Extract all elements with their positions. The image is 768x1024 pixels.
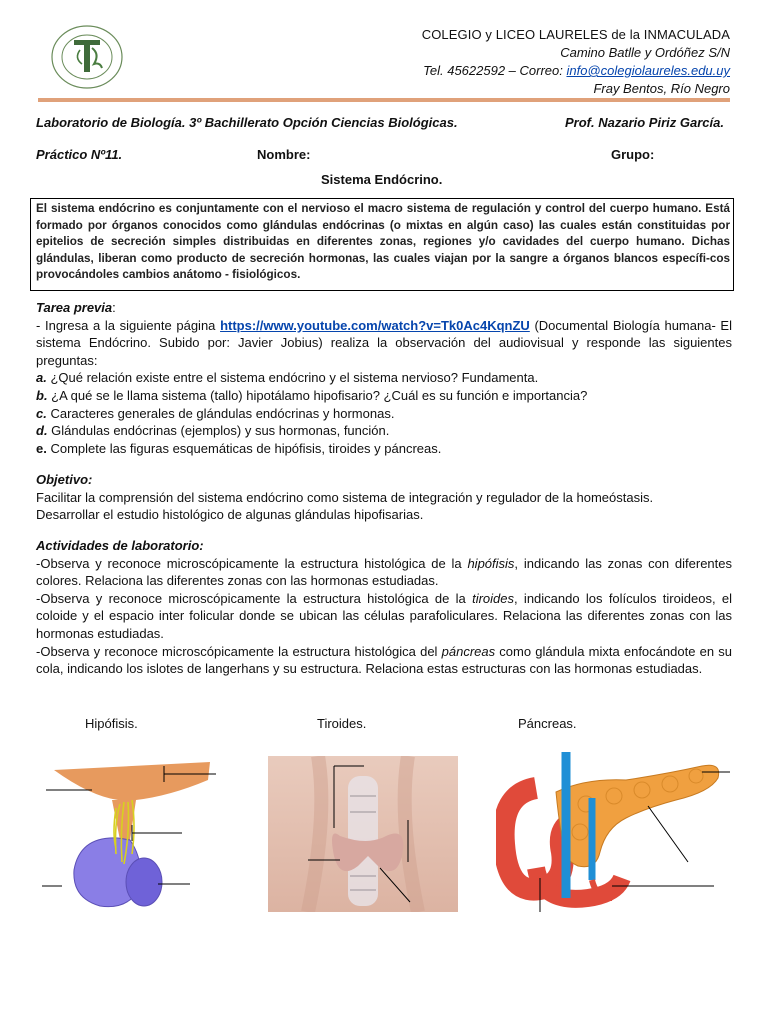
activity-hipofisis: -Observa y reconoce microscópicamente la estructura histológica de la hipófisis, indicando las zonas con diferentes colores. Relaciona las diferentes zonas con las hormonas estudiadas. [36,555,732,589]
tarea-previa [36,299,732,457]
question-item: e. Complete las figuras esquemáticas de hipófisis, tiroides y páncreas. [36,440,442,456]
question-item: b. ¿A qué se le llama sistema (tallo) hipotálamo hipofisario? ¿Cuál es su función e importancia? [36,387,588,403]
activity-pancreas: -Observa y reconoce microscópicamente la estructura histológica del páncreas como glándula mixta enfocándote en su cola, indicando los islotes de langerhans y su estructura. Relaciona estas estructuras con las hormonas estudiadas. [36,643,732,677]
youtube-link[interactable]: https://www.youtube.com/watch?v=Tk0Ac4KqnZU [220,317,530,333]
intro-text: El sistema endócrino es conjuntamente con el nervioso el macro sistema de regulación y control del cuerpo humano. Está formado por órganos conocidos como glándulas endócrinas (o mixtas en algún caso) las cuales están constituidas por epitelios de secreción simples distribuidas en diferentes zonas, regiones y/o cavidades del cuerpo humano. Dichas glándulas, liberan como producto de secreción hormonas, las cuales viajan por la sangre a órganos blancos específi-cos provocándoles cambios anátomo - fisiológicos. [36,202,730,282]
question-item: c. Caracteres generales de glándulas endócrinas y hormonas. [36,405,395,421]
intro-box [30,198,734,291]
school-name: COLEGIO y LICEO LAURELES de la INMACULADA [421,27,730,42]
school-header [422,26,730,98]
figure-label-hipofisis: Hipófisis. [85,716,138,731]
header-divider [38,98,730,102]
figure-label-pancreas: Páncreas. [518,716,577,731]
tarea-intro-rest: (Documental Biología humana- El sistema Endócrino. Subido por: Javier Jobius) realiza la observación del audiovisual y responde las siguientes preguntas: [36,317,732,368]
objetivo-heading: Objetivo: [36,472,93,487]
pancreas-diagram [496,748,734,914]
email-link[interactable]: info@colegiolaureles.edu.uy [566,63,730,78]
tarea-intro: - Ingresa a la siguiente página [36,317,221,333]
name-label: Nombre: [257,147,311,162]
tarea-colon: : [112,300,116,315]
school-address: Camino Batlle y Ordóñez S/N [560,45,730,60]
hipofisis-diagram [40,760,220,920]
lab-course: Laboratorio de Biología. 3º Bachillerato Opción Ciencias Biológicas. [36,115,458,130]
school-city: Fray Bentos, Río Negro [593,81,730,96]
objetivo-line: Desarrollar el estudio histológico de algunas glándulas hipofisarias. [36,507,424,523]
figure-label-tiroides: Tiroides. [317,716,367,731]
objetivo [36,471,732,524]
actividades [36,537,732,678]
group-label: Grupo: [611,147,655,162]
activity-tiroides: -Observa y reconoce microscópicamente la estructura histológica de la tiroides, indicando los folículos tiroideos, el coloide y el espacio inter folicular donde se ubican las células parafoliculares. Relaciona las diferentes zonas con las hormonas estudiadas. [36,590,732,641]
objetivo-line: Facilitar la comprensión del sistema endócrino como sistema de integración y regulador de la homeóstasis. [36,489,654,505]
page-title: Sistema Endócrino. [321,172,443,187]
actividades-heading: Actividades de laboratorio: [36,538,204,553]
school-logo [50,24,124,90]
question-item: a. ¿Qué relación existe entre el sistema endócrino y el sistema nervioso? Fundamenta. [36,370,539,386]
question-item: d. Glándulas endócrinas (ejemplos) y sus hormonas, función. [36,423,390,439]
tarea-heading: Tarea previa [36,300,113,315]
practice-number: Práctico Nº11. [36,147,123,162]
phone-label: Tel. 45622592 – Correo: [423,63,567,78]
tiroides-diagram [268,756,458,912]
teacher-name: Prof. Nazario Piriz García. [565,115,724,130]
